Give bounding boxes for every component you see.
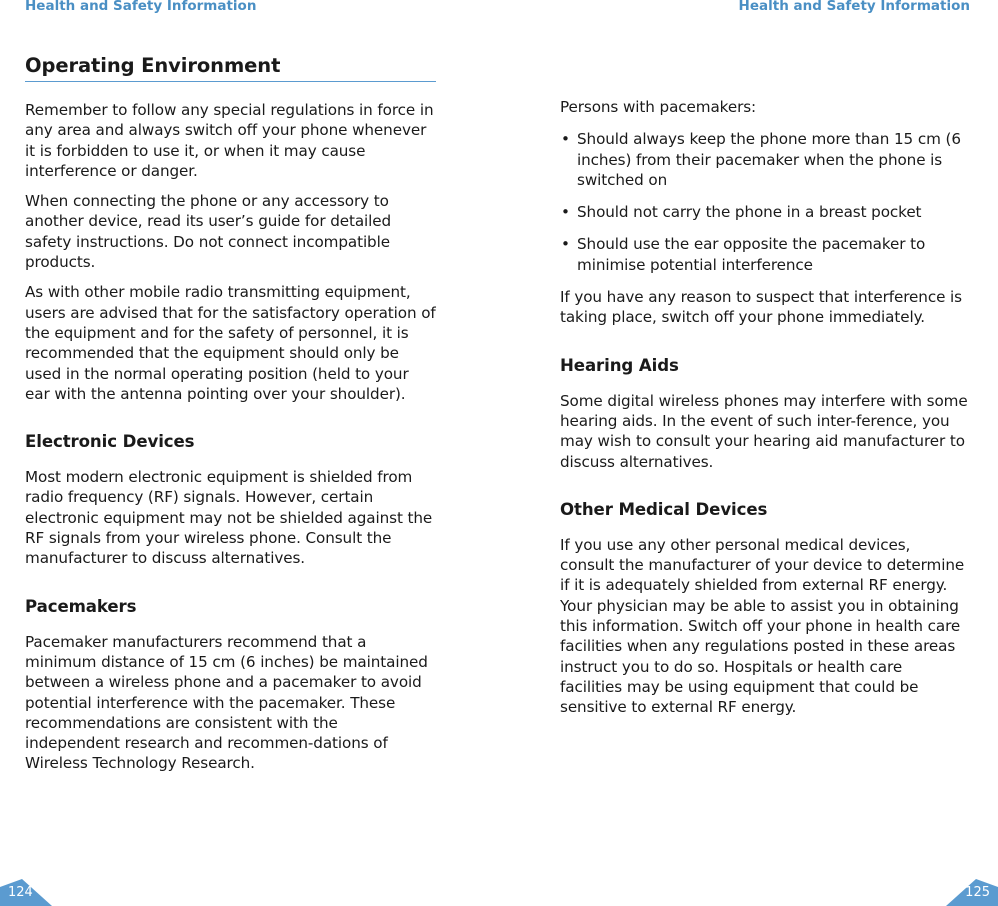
list-item-text: Should use the ear opposite the pacemaker to minimise potential interference [577,235,926,274]
running-head: Health and Safety Information [738,0,970,14]
pacemaker-bullet-list [560,129,968,275]
running-head: Health and Safety Information [25,0,257,14]
bullet-icon: • [561,203,570,222]
list-item-text: Should not carry the phone in a breast pocket [577,203,922,222]
section-title: Operating Environment [25,54,436,82]
bullet-icon: • [561,235,570,254]
paragraph: When connecting the phone or any accessory to another device, read its user’s guide for detailed safety instructions. Do not connect incompatible products. [25,192,392,272]
hearing-aids-heading: Hearing Aids [560,355,679,375]
list-item [560,129,968,190]
list-item-text: Should always keep the phone more than 15 cm (6 inches) from their pacemaker when the phone is switched on [577,130,961,189]
other-medical-heading: Other Medical Devices [560,499,768,519]
electronic-devices-heading: Electronic Devices [25,432,195,452]
electronic-devices-text: Most modern electronic equipment is shielded from radio frequency (RF) signals. However, certain electronic equipment may not be shielded against the RF signals from your wireless phone. Consult the manufacturer to discuss alternatives. [25,468,433,568]
pacemakers-text: Pacemaker manufacturers recommend that a minimum distance of 15 cm (6 inches) be maintained between a wireless phone and a pacemaker to avoid potential interference with the pacemaker. These recommendations are consistent with the independent research and recommen-dations of Wireless Technology Research. [25,632,428,773]
page-tab [946,879,998,906]
pacemaker-persons-intro: Persons with pacemakers: [560,98,757,116]
bullet-icon: • [561,130,570,149]
other-medical-text: If you use any other personal medical devices, consult the manufacturer of your device to determine if it is adequately shielded from external RF energy. Your physician may be able to assist you in obtaining this information. Switch off your phone in health care facilities when any regulations posted in these areas instruct you to do so. Hospitals or health care facilities may be using equipment that could be sensitive to external RF energy. [560,535,965,717]
paragraph: As with other mobile radio transmitting equipment, users are advised that for the satisfactory operation of the equipment and for the safety of personnel, it is recommended that the equipment should only be used in the normal operating position (held to your ear with the antenna pointing over your shoulder). [25,283,436,403]
pacemakers-heading: Pacemakers [25,596,137,616]
page-number: 124 [8,885,33,900]
hearing-aids-text: Some digital wireless phones may interfere with some hearing aids. In the event of such inter-ference, you may wish to consult your hearing aid manufacturer to discuss alternatives. [560,391,968,471]
pacemaker-closing: If you have any reason to suspect that interference is taking place, switch off your phone immediately. [560,288,962,327]
page-tab [0,879,52,906]
left-column [25,54,437,784]
list-item [560,202,968,222]
right-page [499,0,998,906]
page-number: 125 [965,885,990,900]
list-item [560,234,968,275]
paragraph: Remember to follow any special regulations in force in any area and always switch off your phone whenever it is forbidden to use it, or when it may cause interference or danger. [25,101,434,180]
right-column [560,97,968,728]
